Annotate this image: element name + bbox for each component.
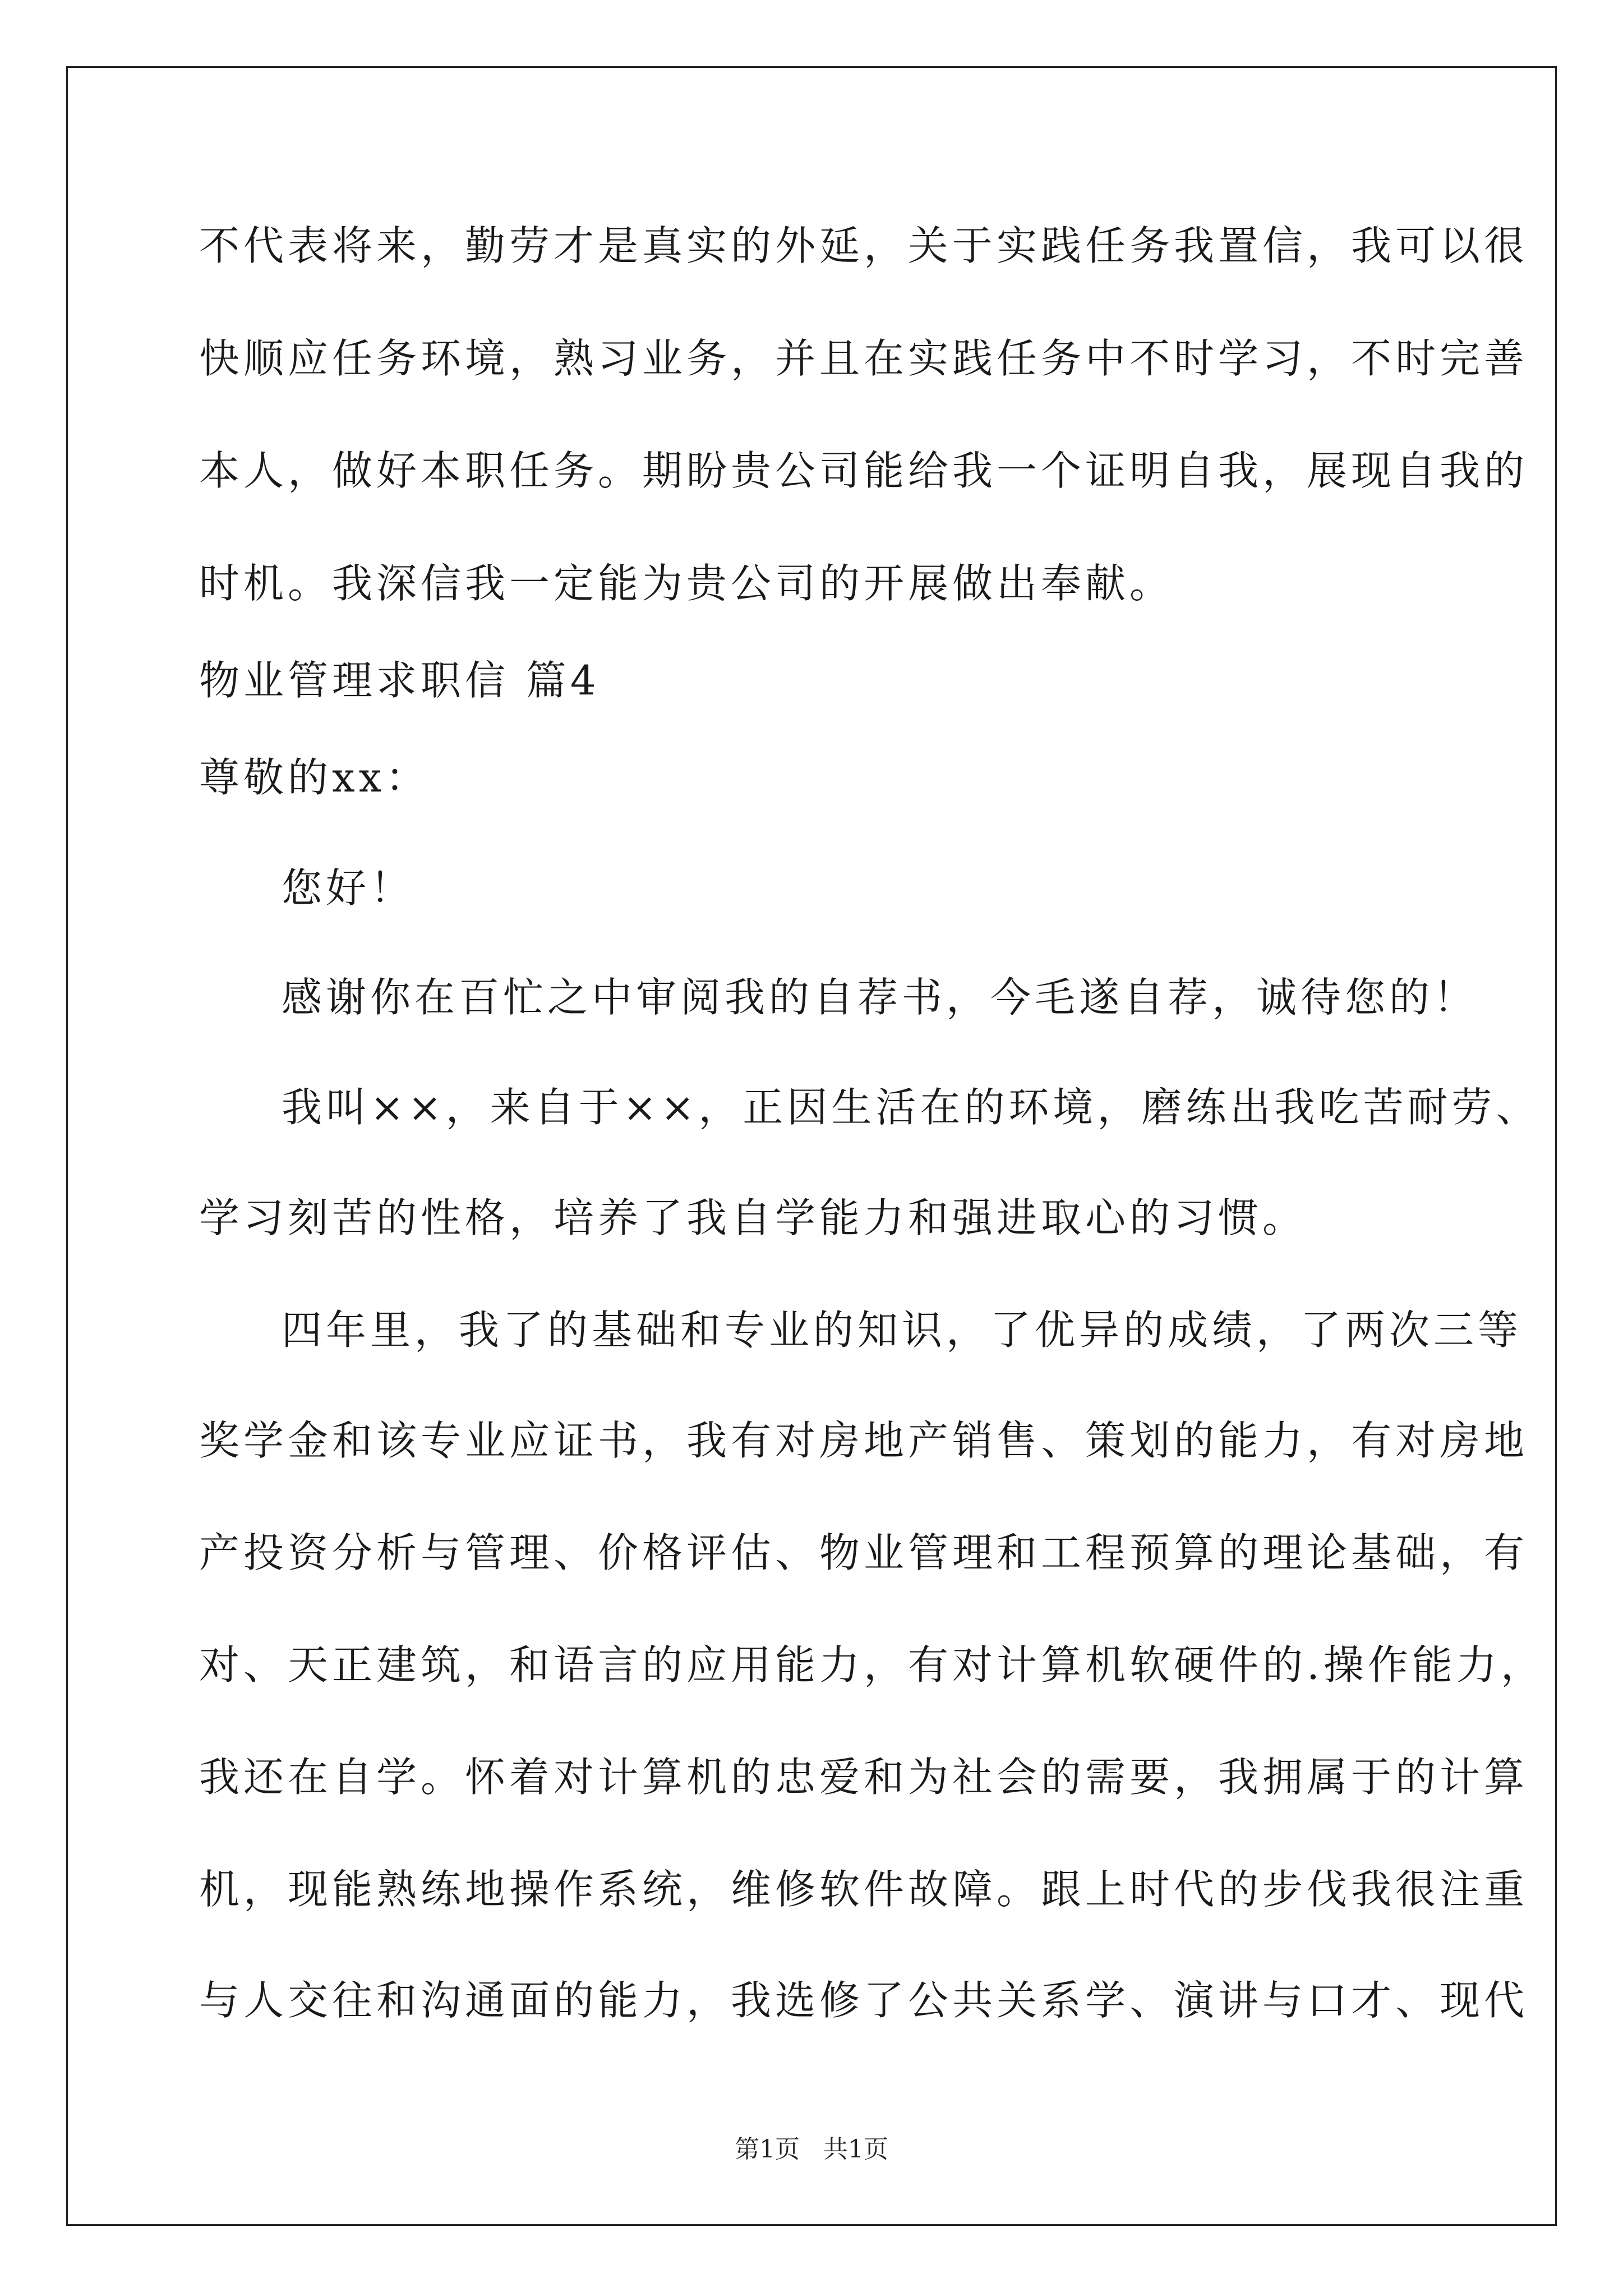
text-line: 与人交往和沟通面的能力，我选修了公共关系学、演讲与口才、现代	[199, 1977, 1529, 2024]
text-line: 时机。我深信我一定能为贵公司的开展做出奉献。	[199, 560, 1174, 607]
text-line: 不代表将来，勤劳才是真实的外延，关于实践任务我置信，我可以很	[199, 222, 1529, 269]
text-line: 产投资分析与管理、价格评估、物业管理和工程预算的理论基础，有	[199, 1529, 1529, 1576]
text-line: 四年里，我了的基础和专业的知识，了优异的成绩，了两次三等	[282, 1306, 1523, 1354]
text-line: 本人，做好本职任务。期盼贵公司能给我一个证明自我，展现自我的	[199, 447, 1529, 494]
greeting: 您好！	[282, 864, 415, 912]
text-line: 我叫××，来自于××，正因生活在的环境，磨练出我吃苦耐劳、	[282, 1084, 1541, 1131]
text-line: 机，现能熟练地操作系统，维修软件故障。跟上时代的步伐我很注重	[199, 1866, 1529, 1913]
text-line: 学习刻苦的性格，培养了我自学能力和强进取心的习惯。	[199, 1194, 1307, 1241]
text-line: 感谢你在百忙之中审阅我的自荐书，今毛遂自荐，诚待您的！	[282, 974, 1478, 1021]
text-line: 对、天正建筑，和语言的应用能力，有对计算机软硬件的.操作能力，	[199, 1641, 1545, 1688]
page-footer: 第1页 共1页	[735, 2135, 888, 2164]
section-heading: 物业管理求职信 篇4	[199, 657, 600, 704]
text-line: 快顺应任务环境，熟习业务，并且在实践任务中不时学习，不时完善	[199, 335, 1529, 382]
text-line: 奖学金和该专业应证书，我有对房地产销售、策划的能力，有对房地	[199, 1417, 1529, 1464]
text-line: 我还在自学。怀着对计算机的忠爱和为社会的需要，我拥属于的计算	[199, 1754, 1529, 1801]
salutation: 尊敬的xx：	[199, 754, 430, 801]
